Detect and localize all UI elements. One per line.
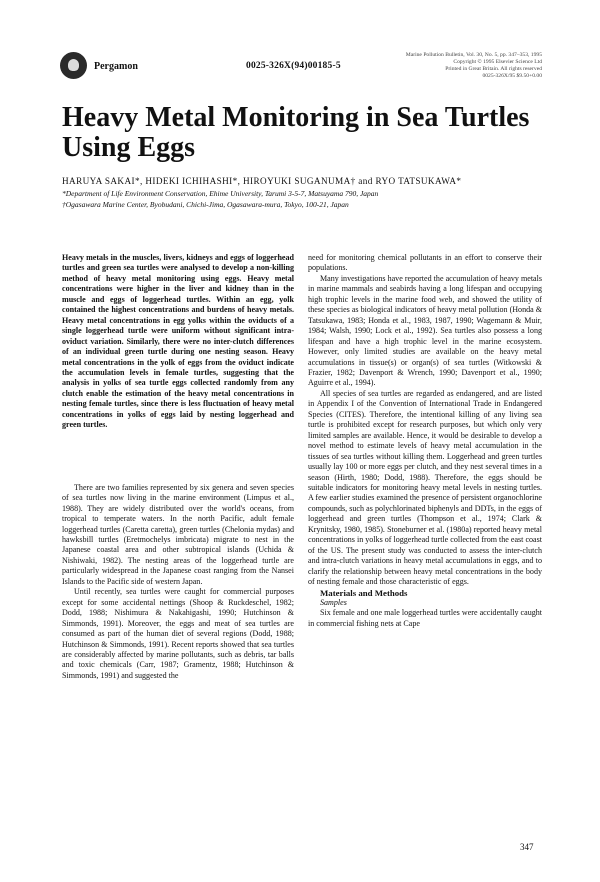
journal-citation (392, 52, 542, 80)
article-title: Heavy Metal Monitoring in Sea Turtles Using Eggs (62, 102, 530, 163)
journal-line: Marine Pollution Bulletin, Vol. 30, No. 5, pp. 347–353, 1995 (405, 52, 542, 58)
body-paragraph: Six female and one male loggerhead turtles were accidentally caught in commercial fishing nets at Cape (308, 608, 542, 628)
affiliation-1: *Department of Life Environment Conservation, Ehime University, Tarumi 3-5-7, Matsuyama 790, Japan (62, 189, 379, 198)
abstract (62, 253, 294, 431)
publisher-name: Pergamon (94, 61, 138, 72)
body-paragraph: There are two families represented by six genera and seven species of sea turtles now living in the marine environment (Limpus et al., 1988). They are widely distributed over the world's oceans, from tropical to temperate waters. In the north Pacific, adult female loggerhead turtles (Caretta caretta), green turtles (Chelonia mydas) and hawksbill turtles (Eretmochelys imbricata) migrate to nest in the Japanese coastal area and other subtropical islands (Uchida & Nishiwaki, 1982). The nesting areas of the loggerhead turtle are particularly widespread in the Japanese coast ranging from the Nansei Islands to the Pacific side of western Japan. (62, 482, 294, 586)
subsection-heading-samples: Samples (320, 597, 347, 607)
body-paragraph: All species of sea turtles are regarded as endangered, and are listed in Appendix I of the Convention of International Trade in Endangered Species (CITES). Therefore, the intentional killing of any living sea turtle is prohibited except for research purposes, but which only very limited samples are available. Hence, it would be desirable to develop a novel method to estimate levels of heavy metal accumulation in the tissues of sea turtles without killing them. Loggerhead and green turtles usually lay 100 or more eggs per clutch, and they nest several times in a season (Hirth, 1980; Dodd, 1988). Therefore, the eggs should be suitable indicators for monitoring heavy metal levels in nesting turtles. A few earlier studies examined the presence of persistent organochlorine compounds, such as polychlorinated biphenyls and DDTs, in the eggs of loggerhead and green turtles (Thompson et al., 1974; Clark & Krynitsky, 1980, 1985). Stoneburner et al. (1980a) reported heavy metal concentrations in yolks of loggerhead turtle collected from the east coast of the US. The present study was conducted to assess the inter-clutch and intra-clutch variations in heavy metal accumulations in eggs, and to clarify the relationship between heavy metal concentrations in the body of nesting female and those characteristic of eggs. (308, 388, 542, 587)
author-list: HARUYA SAKAI*, HIDEKI ICHIHASHI*, HIROYUKI SUGANUMA† and RYO TATSUKAWA* (62, 176, 462, 186)
page-number: 347 (520, 842, 534, 852)
right-column (308, 253, 542, 629)
left-column (62, 253, 294, 681)
journal-line: 0025-326X/95 $9.50+0.00 (482, 73, 542, 79)
journal-line: Copyright © 1995 Elsevier Science Ltd (453, 59, 542, 65)
section-heading-methods: Materials and Methods (320, 587, 408, 598)
pergamon-tree-logo-icon (60, 52, 87, 79)
journal-line: Printed in Great Britain. All rights reserved (445, 66, 542, 72)
body-paragraph: need for monitoring chemical pollutants in an effort to conserve their populations. (308, 253, 542, 273)
abstract-text: Heavy metals in the muscles, livers, kidneys and eggs of loggerhead turtles and green sea turtles were analysed to develop a non-killing method of heavy metal monitoring using eggs. Heavy metal concentrations were higher in the liver and kidney than in the muscle and eggs of loggerhead turtles. Within an egg, yolk contained the highest concentrations and burdens of heavy metals. Heavy metal concentrations in egg yolks within the oviducts of a single loggerhead turtle were uniform without significant intra-oviduct variation. Similarly, there were no inter-clutch differences of an individual green turtle during one nesting season. Heavy metal concentrations in the yolk of eggs from the oviduct indicate the accumulation levels in female turtles, suggesting that the analysis in yolks of sea turtle eggs collected randomly from any clutch enable the estimation of the heavy metal concentrations in nesting female turtles, since there is less fluctuation of heavy metal concentrations in yolks of eggs laid by nesting loggerhead and green turtles. (62, 253, 294, 430)
affiliation-2: †Ogasawara Marine Center, Byobudani, Chichi-Jima, Ogasawara-mura, Tokyo, 100-21, Japan (62, 200, 349, 209)
body-paragraph: Until recently, sea turtles were caught for commercial purposes except for some accidental nettings (Shoop & Ruckdeschel, 1982; Dodd, 1988; Nishimura & Nakahigashi, 1990; Hutchinson & Simmonds, 1991). Moreover, the eggs and meat of sea turtles are consumed as part of the human diet of several regions (Dodd, 1988; Hutchinson & Simmonds, 1991). Recent reports showed that sea turtles are considerably affected by marine pollutants, such as debris, tar balls and toxic chemicals (Carr, 1987; Gramentz, 1988; Hutchinson & Simmonds, 1991) and suggested the (62, 587, 294, 680)
issn-code: 0025-326X(94)00185-5 (246, 61, 341, 71)
body-paragraph: Many investigations have reported the accumulation of heavy metals in marine mammals and seabirds having a long lifespan and occupying high trophic levels in the marine food web, and showed the utility of these species as biological indicators of heavy metal pollution (Honda & Tatsukawa, 1983; Honda et al., 1983, 1987, 1990; Wagemann & Muir, 1984; Walsh, 1990; Lock et al., 1992). Sea turtles also possess a long lifespan and have a high trophic level in the marine ecosystem. However, only limited studies are available on the heavy metal accumulations in tissue(s) or organ(s) of sea turtles (Witkowski & Frazier, 1982; Davenport & Wrench, 1990; Davenport et al., 1990; Aguirre et al., 1994). (308, 273, 542, 388)
